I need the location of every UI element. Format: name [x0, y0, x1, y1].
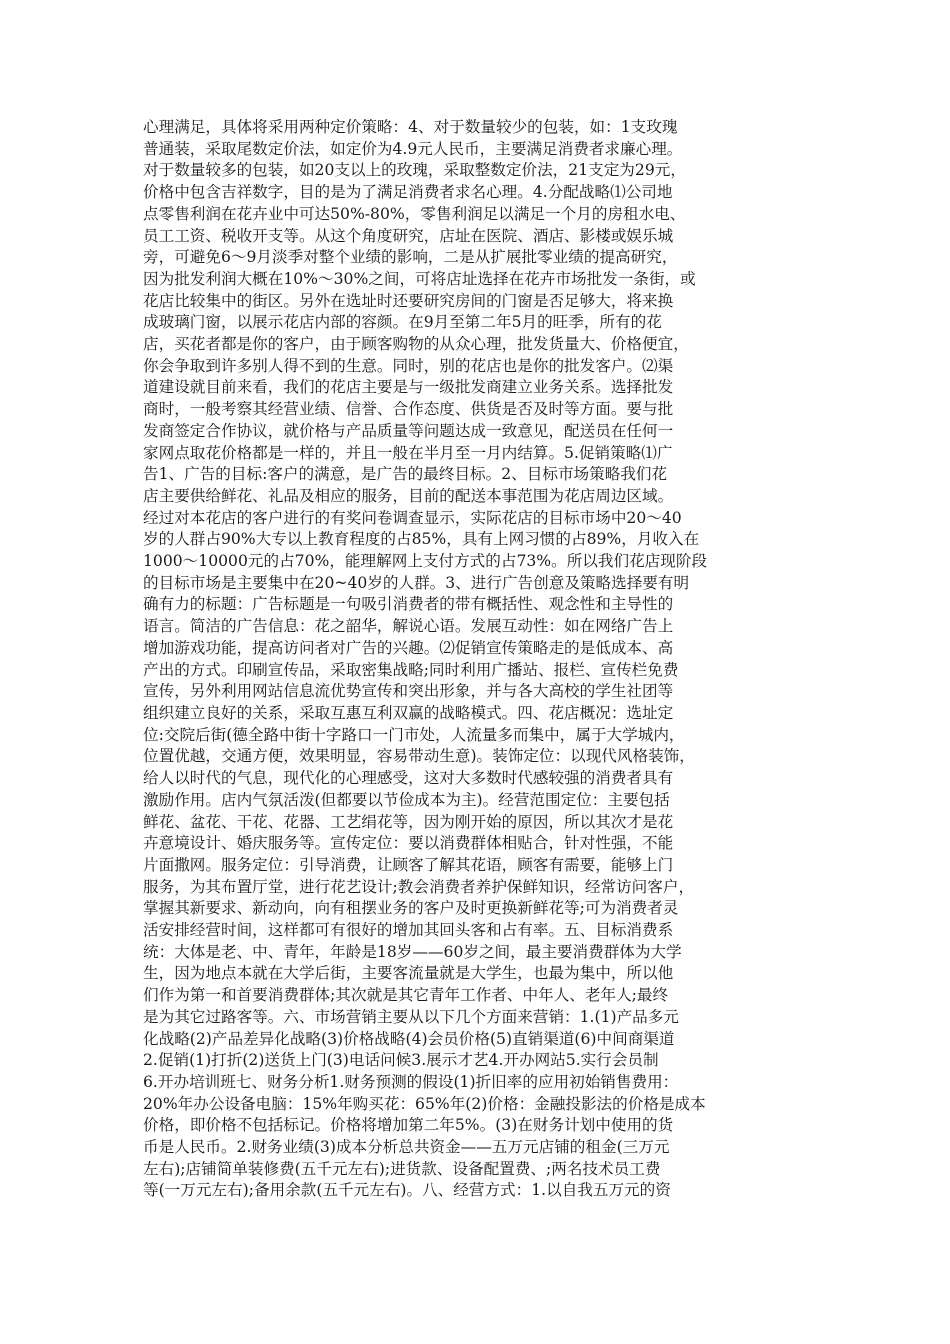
text-line: 因为批发利润大概在10%～30%之间，可将店址选择在花卉市场批发一条街，或 [143, 269, 696, 288]
text-line: 的目标市场是主要集中在20~40岁的人群。3、进行广告创意及策略选择要有明 [143, 573, 690, 592]
text-line: 家网点取花价格都是一样的，并且一般在半月至一月内结算。5.促销策略⑴广 [143, 443, 673, 462]
text-line: 位:交院后街(德全路中街十字路口一门市处，人流量多而集中，属于大学城内， [143, 725, 685, 744]
text-line: 点零售利润在花卉业中可达50%-80%，零售利润足以满足一个月的房租水电、 [143, 204, 686, 223]
text-line: 语言。简洁的广告信息：花之韶华，解说心语。发展互动性：如在网络广告上 [143, 617, 674, 636]
text-line: 20%年办公设备电脑：15%年购买花：65%年(2)价格：金融投影法的价格是成本 [143, 1094, 706, 1113]
text-line: 价格，即价格不包括标记。价格将增加第二年5%。(3)在财务计划中使用的货 [143, 1116, 674, 1135]
text-line: 位置优越，交通方便，效果明显，容易带动生意)。装饰定位：以现代风格装饰， [143, 747, 695, 766]
text-line: 告1、广告的目标:客户的满意，是广告的最终目标。2、目标市场策略我们花 [143, 465, 668, 484]
text-line: 商时，一般考察其经营业绩、信誉、合作态度、供货是否及时等方面。要与批 [143, 400, 674, 419]
text-line: 岁的人群占90%大专以上教育程度的占85%，具有上网习惯的占89%，月收入在 [143, 530, 700, 549]
text-line: 成玻璃门窗，以展示花店内部的容颜。在9月至第二年5月的旺季，所有的花 [143, 313, 662, 332]
text-line: 化战略(2)产品差异化战略(3)价格战略(4)会员价格(5)直销渠道(6)中间商渠道 [143, 1029, 675, 1048]
text-line: 员工工资、税收开支等。从这个角度研究，店址在医院、酒店、影楼或娱乐城 [143, 226, 674, 245]
text-line: 6.开办培训班七、财务分析1.财务预测的假设(1)折旧率的应用初始销售费用： [143, 1072, 679, 1091]
text-line: 币是人民币。2.财务业绩(3)成本分析总共资金——五万元店铺的租金(三万元 [143, 1138, 670, 1157]
text-line: 增加游戏功能，提高访问者对广告的兴趣。⑵促销宣传策略走的是低成本、高 [143, 638, 674, 657]
text-line: 宣传，另外利用网站信息流优势宣传和突出形象，并与各大高校的学生社团等 [143, 682, 674, 701]
text-line: 服务，为其布置厅堂，进行花艺设计;教会消费者养护保鲜知识，经常访问客户， [143, 877, 695, 896]
text-line: 组织建立良好的关系，采取互惠互利双赢的战略模式。四、花店概况：选址定 [143, 703, 674, 722]
text-line: 1000～10000元的占70%，能理解网上支付方式的占73%。所以我们花店现阶段 [143, 552, 708, 571]
text-line: 确有力的标题：广告标题是一句吸引消费者的带有概括性、观念性和主导性的 [143, 595, 674, 614]
text-line: 卉意境设计、婚庆服务等。宣传定位：要以消费群体相贴合，针对性强，不能 [143, 834, 674, 853]
text-line: 对于数量较多的包装，如20支以上的玫瑰，采取整数定价法，21支定为29元， [143, 161, 686, 180]
text-line: 道建设就目前来看，我们的花店主要是与一级批发商建立业务关系。选择批发 [143, 378, 674, 397]
body-text [143, 117, 808, 1202]
text-line: 心理满足，具体将采用两种定价策略：4、对于数量较少的包装，如：1支玫瑰 [143, 118, 678, 136]
text-line: 给人以时代的气息，现代化的心理感受，这对大多数时代感较强的消费者具有 [143, 769, 674, 788]
text-line: 产出的方式。印刷宣传品，采取密集战略;同时利用广播站、报栏、宣传栏免费 [143, 660, 679, 679]
text-line: 生，因为地点本就在大学后街，主要客流量就是大学生，也最为集中，所以他 [143, 964, 674, 983]
text-line: 是为其它过路客等。六、市场营销主要从以下几个方面来营销：1.(1)产品多元 [143, 1007, 679, 1026]
text-line: 花店比较集中的街区。另外在选址时还要研究房间的门窗是否足够大，将来换 [143, 291, 674, 310]
text-line: 2.促销(1)打折(2)送货上门(3)电话问候3.展示才艺4.开办网站5.实行会员制 [143, 1051, 659, 1070]
text-line: 普通装，采取尾数定价法，如定价为4.9元人民币，主要满足消费者求廉心理。 [143, 139, 683, 158]
text-line: 鲜花、盆花、干花、花器、工艺绢花等，因为刚开始的原因，所以其次才是花 [143, 812, 674, 831]
text-line: 片面撒网。服务定位：引导消费，让顾客了解其花语，顾客有需要，能够上门 [143, 855, 674, 874]
text-line: 你会争取到许多别人得不到的生意。同时，别的花店也是你的批发客户。⑵渠 [143, 356, 674, 375]
text-line: 店，买花者都是你的客户，由于顾客购物的从众心理，批发货量大、价格便宜， [143, 335, 689, 354]
text-line: 激励作用。店内气氛活泼(但都要以节俭成本为主)。经营范围定位：主要包括 [143, 790, 670, 809]
text-line: 们作为第一和首要消费群体;其次就是其它青年工作者、中年人、老年人;最终 [143, 986, 669, 1005]
text-line: 活安排经营时间，这样都可有很好的增加其回头客和占有率。五、目标消费系 [143, 921, 674, 940]
text-line: 经过对本花店的客户进行的有奖问卷调查显示，实际花店的目标市场中20～40 [143, 508, 682, 527]
text-line: 旁，可避免6～9月淡季对整个业绩的影响，二是从扩展批零业绩的提高研究， [143, 248, 678, 267]
text-line: 价格中包含吉祥数字，目的是为了满足消费者求名心理。4.分配战略⑴公司地 [143, 183, 673, 202]
text-line: 店主要供给鲜花、礼品及相应的服务，目前的配送本事范围为花店周边区域。 [143, 486, 674, 505]
text-line: 左右);店铺简单装修费(五千元左右);进货款、设备配置费、;两名技术员工费 [143, 1159, 661, 1178]
text-line: 统：大体是老、中、青年，年龄是18岁——60岁之间，最主要消费群体为大学 [143, 942, 682, 961]
text-line: 等(一万元左右);备用余款(五千元左右)。八、经营方式：1.以自我五万元的资 [143, 1181, 671, 1200]
text-line: 掌握其新要求、新动向，向有租摆业务的客户及时更换新鲜花等;可为消费者灵 [143, 899, 679, 918]
text-line: 发商签定合作协议，就价格与产品质量等问题达成一致意见，配送员在任何一 [143, 421, 674, 440]
